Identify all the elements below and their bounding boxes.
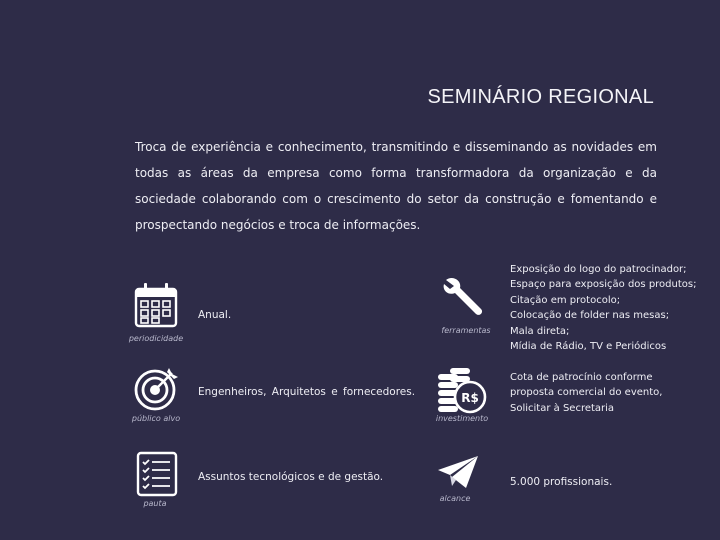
slide-title: SEMINÁRIO REGIONAL xyxy=(427,86,654,108)
ferramentas-item: Espaço para exposição dos produtos; xyxy=(510,279,697,291)
text-periodicidade: Anual. xyxy=(198,309,232,321)
intro-paragraph: Troca de experiência e conhecimento, transmitindo e disseminando as novidades em todas as áreas da empresa como forma transformadora da organização e da sociedade colaborando com o crescimento do setor da construção e fomentando e prospectando negócios e troca de informações. xyxy=(135,140,657,232)
calendar-icon xyxy=(134,282,178,328)
wrench-icon xyxy=(440,276,486,322)
caption-publico-alvo: público alvo xyxy=(131,414,181,423)
caption-periodicidade: periodicidade xyxy=(128,334,184,343)
ferramentas-item: Exposição do logo do patrocinador; xyxy=(510,264,687,275)
investimento-item: Cota de patrocínio conforme xyxy=(510,372,653,383)
text-alcance: 5.000 profissionais. xyxy=(510,476,613,488)
caption-ferramentas: ferramentas xyxy=(441,326,491,335)
caption-investimento: investimento xyxy=(435,414,489,423)
text-publico-alvo: Engenheiros, Arquitetos e fornecedores. xyxy=(198,386,416,398)
text-pauta: Assuntos tecnológicos e de gestão. xyxy=(198,471,384,483)
list-investimento xyxy=(510,370,662,416)
ferramentas-item: Colocação de folder nas mesas; xyxy=(510,310,670,322)
caption-pauta: pauta xyxy=(143,499,167,508)
list-ferramentas xyxy=(510,262,696,354)
checklist-icon xyxy=(136,451,178,497)
coin-label: R$ xyxy=(461,391,479,405)
caption-alcance: alcance xyxy=(439,494,471,503)
ferramentas-item: Mídia de Rádio, TV e Periódicos xyxy=(510,341,667,353)
ferramentas-item: Citação em protocolo; xyxy=(510,294,621,306)
investimento-item: proposta comercial do evento, xyxy=(510,387,663,399)
investimento-item: Solicitar à Secretaria xyxy=(510,402,615,414)
paper-plane-icon xyxy=(436,454,480,490)
ferramentas-item: Mala direta; xyxy=(510,325,570,337)
coins-icon xyxy=(436,366,488,416)
target-icon xyxy=(134,366,180,412)
